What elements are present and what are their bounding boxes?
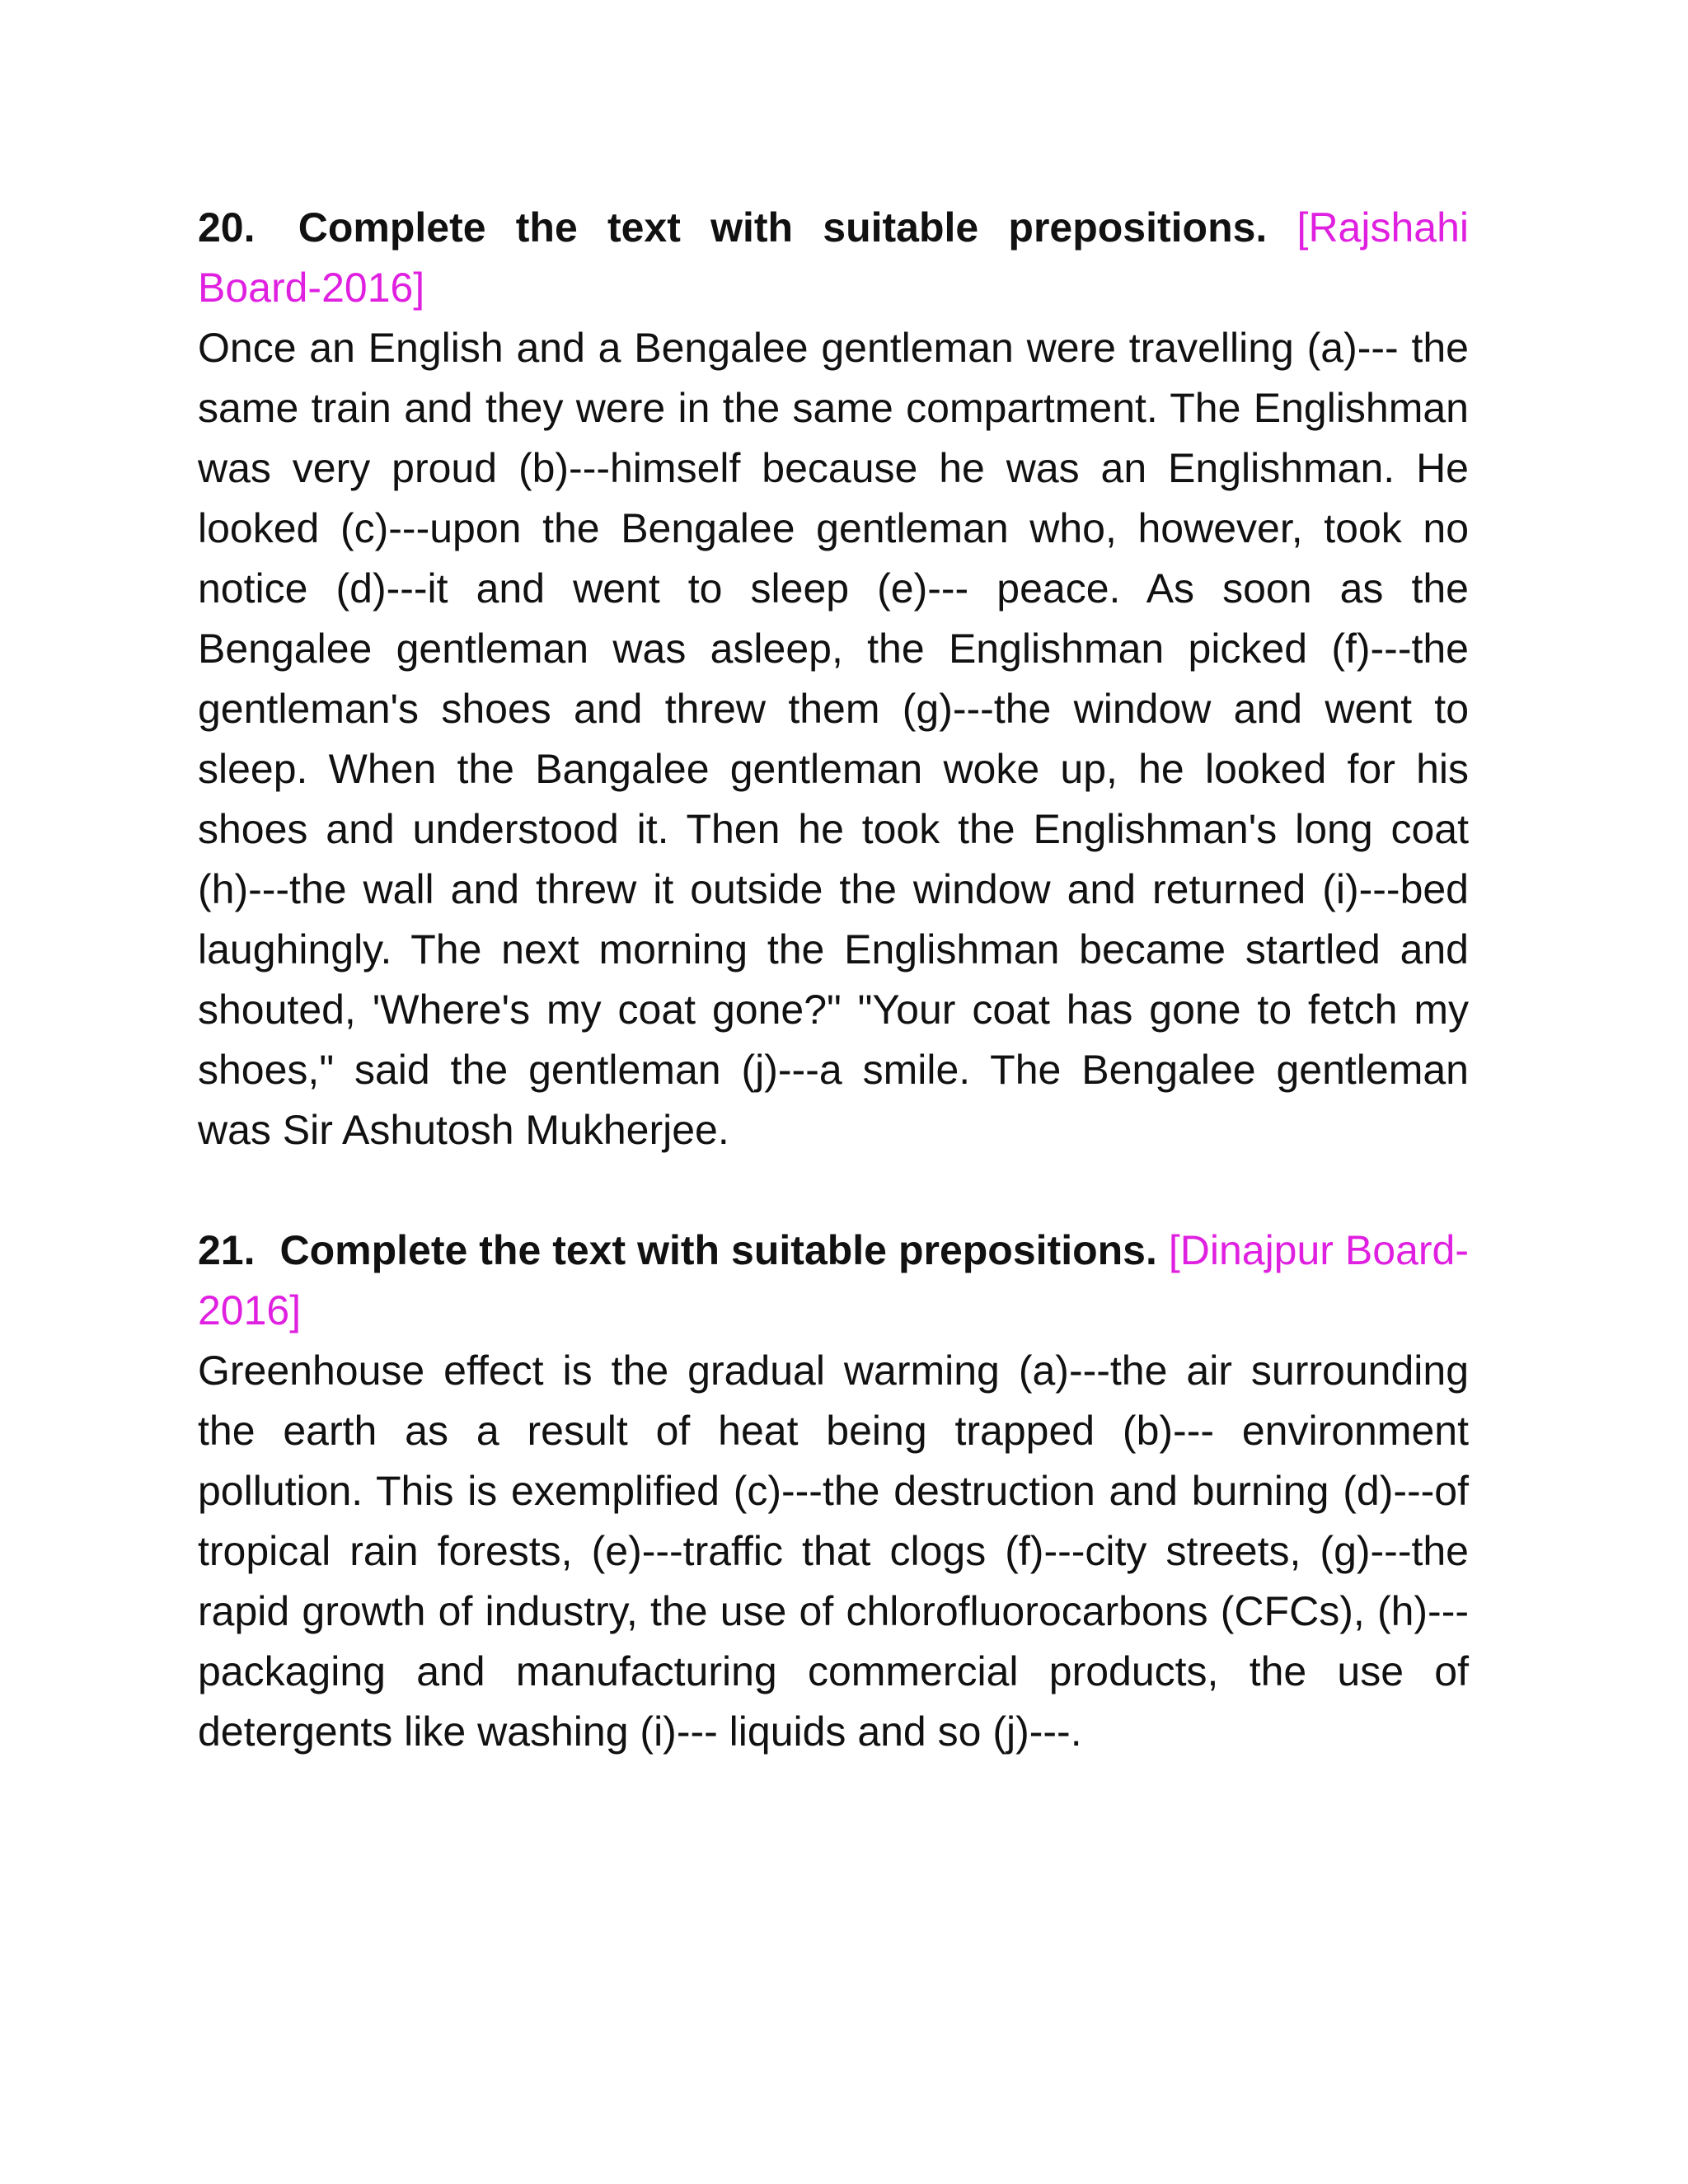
document-content (198, 198, 1469, 1822)
question-number: 20. (198, 204, 256, 251)
question-source: [Rajshahi Board-2016] (198, 204, 1469, 311)
question-instruction: Complete the text with suitable prepositions. (279, 1227, 1157, 1273)
question-passage: Greenhouse effect is the gradual warming (a)---the air surrounding the earth as a result of heat being trapped (b)--- environment pollution. This is exemplified (c)---the destruction and burning (d)---of tropical rain forests, (e)---traffic that clogs (f)---city streets, (g)---the rapid growth of industry, the use of chlorofluorocarbons (CFCs), (h)--- packaging and manufacturing commercial products, the use of detergents like washing (i)--- liquids and so (j)---. (198, 1347, 1469, 1755)
question-passage: Once an English and a Bengalee gentleman were travelling (a)--- the same train and they were in the same compartment. The Englishman was very proud (b)---himself because he was an Englishman. He looked (c)---upon the Bengalee gentleman who, however, took no notice (d)---it and went to sleep (e)--- peace. As soon as the Bengalee gentleman was asleep, the Englishman picked (f)---the gentleman's shoes and threw them (g)---the window and went to sleep. When the Bangalee gentleman woke up, he looked for his shoes and understood it. Then he took the Englishman's long coat (h)---the wall and threw it outside the window and returned (i)---bed laughingly. The next morning the Englishman became startled and shouted, 'Where's my coat gone?" "Your coat has gone to fetch my shoes," said the gentleman (j)---a smile. The Bengalee gentleman was Sir Ashutosh Mukherjee. (198, 325, 1469, 1153)
question-number: 21. (198, 1227, 256, 1273)
question-source: [Dinajpur Board-2016] (198, 1227, 1469, 1333)
question-heading (198, 198, 1469, 318)
question-21 (198, 1221, 1469, 1762)
question-20 (198, 198, 1469, 1160)
question-heading (198, 1221, 1469, 1341)
question-instruction: Complete the text with suitable prepositions. (298, 204, 1268, 251)
